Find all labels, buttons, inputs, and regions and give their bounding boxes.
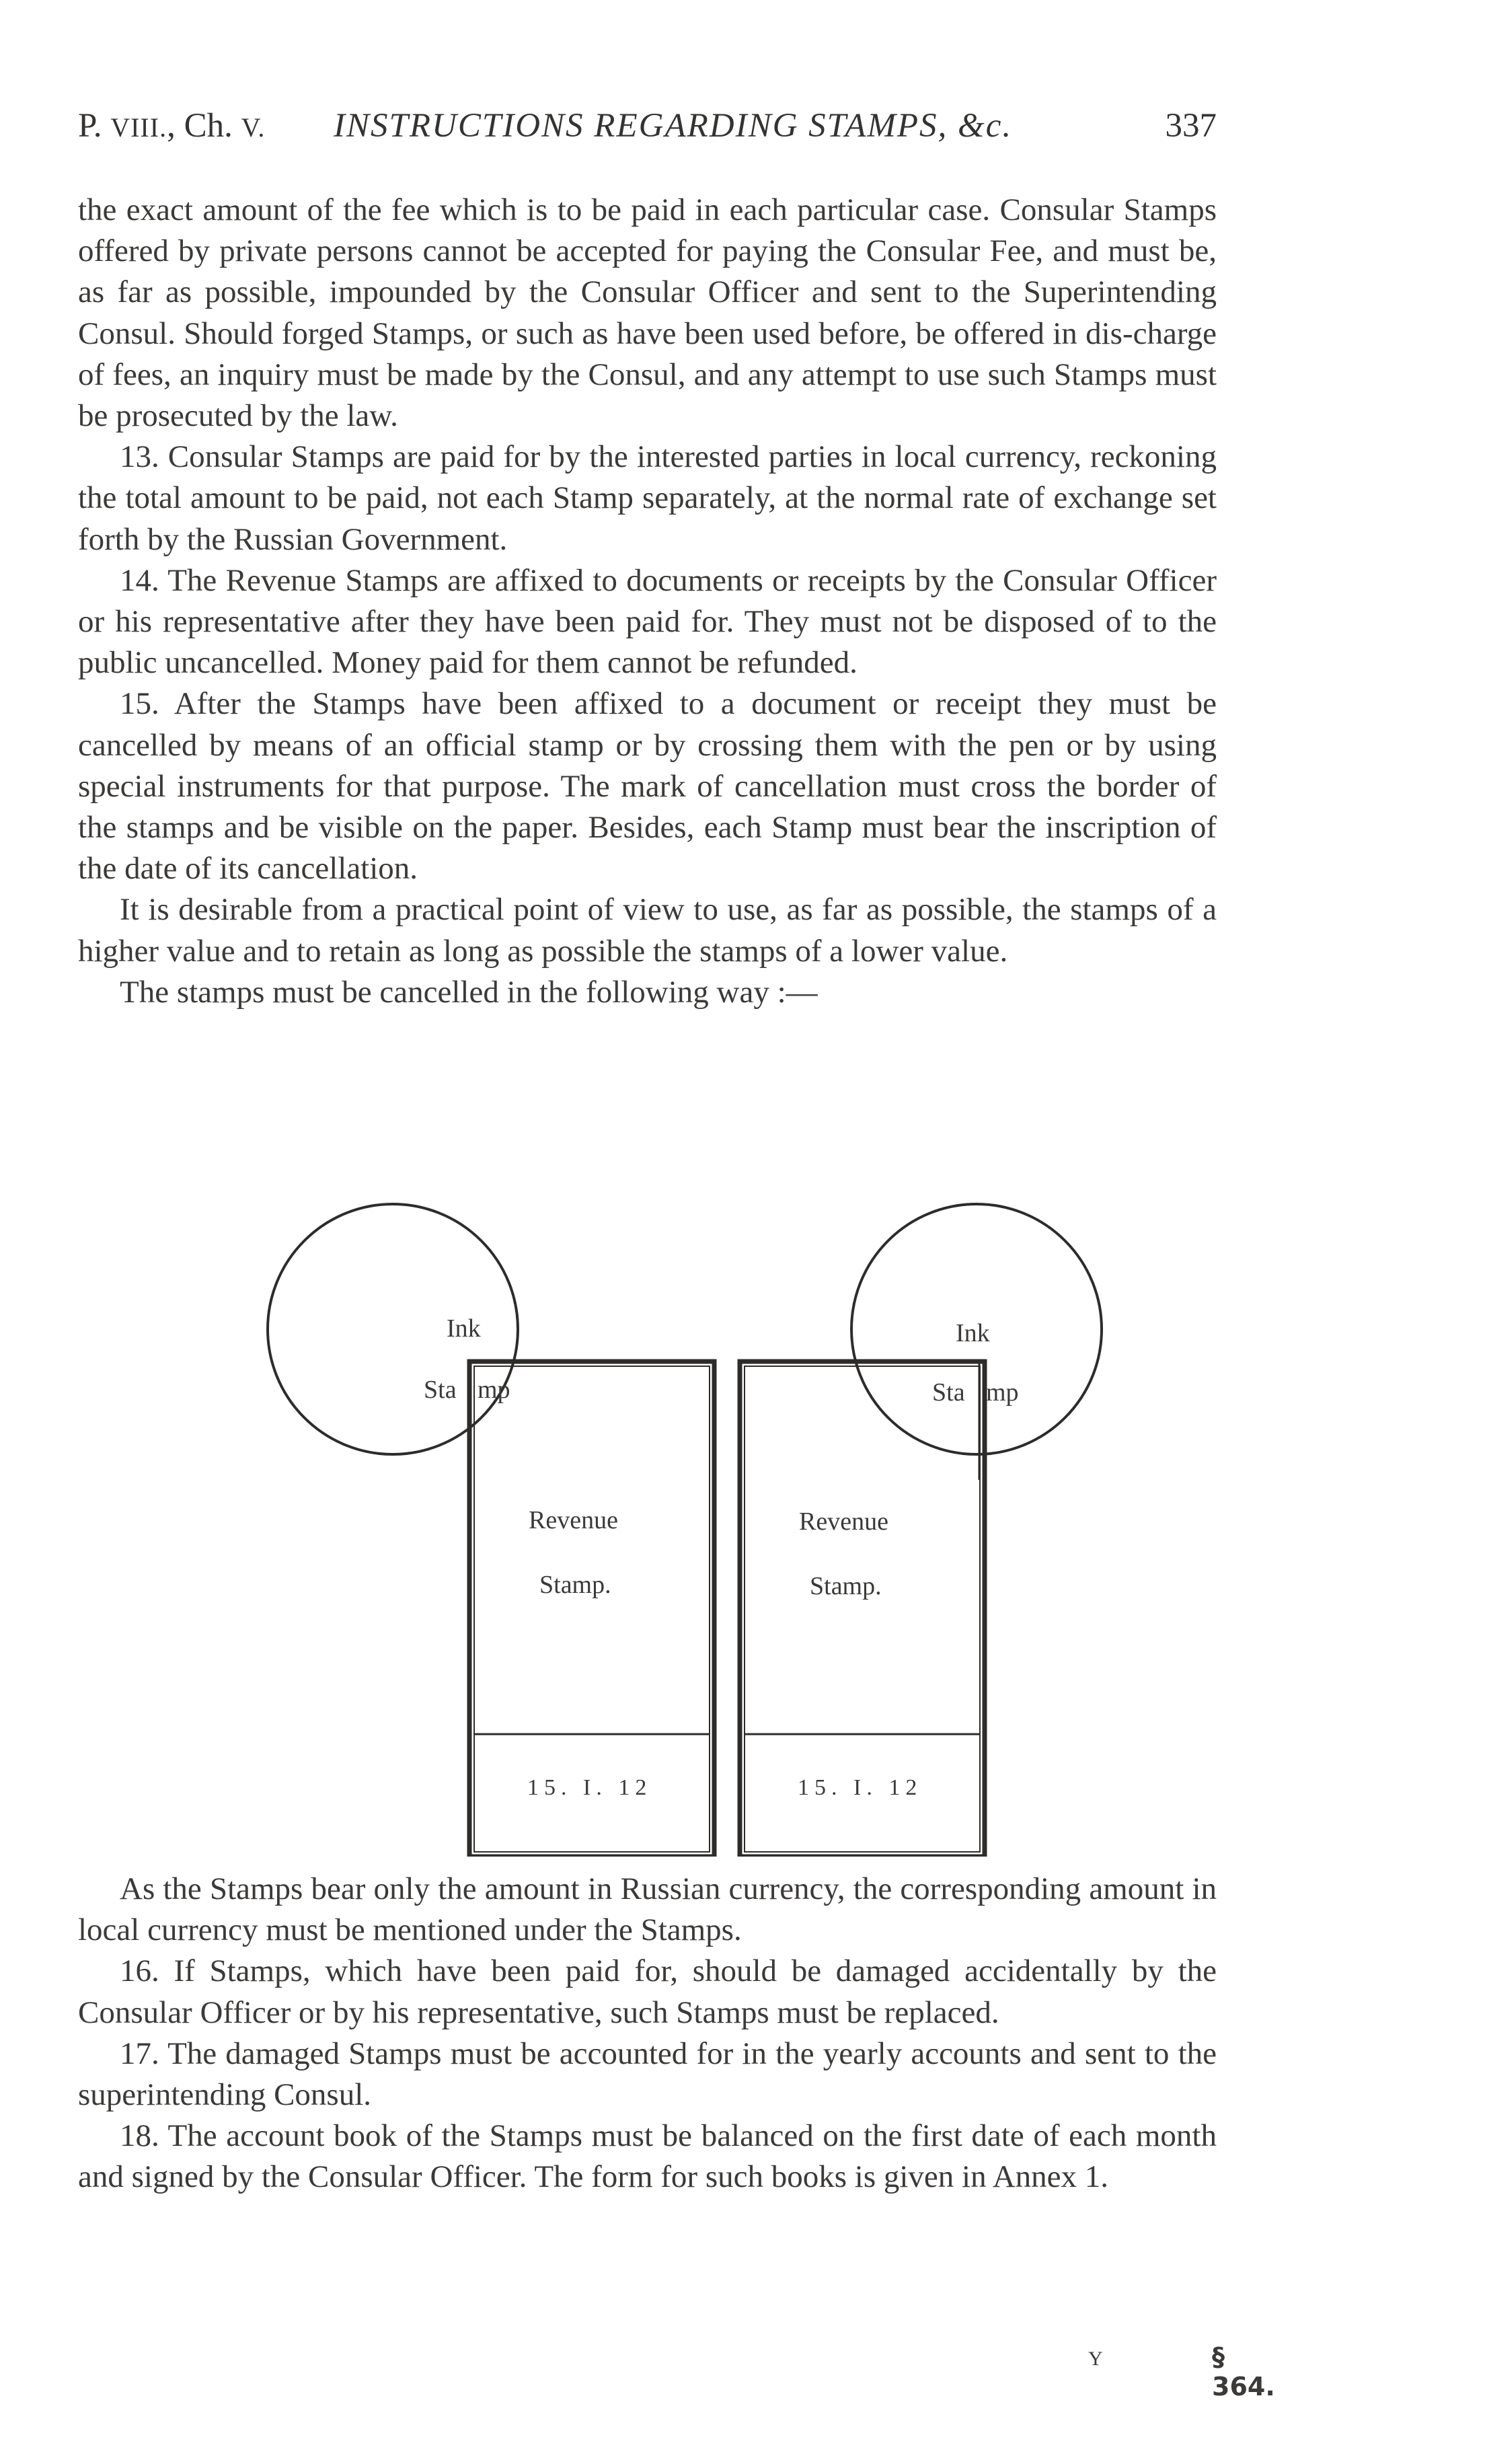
page-number: 337	[1165, 107, 1217, 145]
section-reference: § 364.	[1212, 2342, 1275, 2401]
cancellation-figure	[266, 1197, 1114, 1857]
part-label: P.	[78, 107, 111, 145]
chapter-label: , Ch.	[167, 107, 241, 145]
page-title: INSTRUCTIONS REGARDING STAMPS, &c.	[334, 107, 1013, 145]
right-revenue-label: Revenue	[799, 1507, 888, 1536]
paragraph-17: 17. The damaged Stamps must be accounted for in the yearly accounts and sent to the superintending Consul.	[78, 2036, 1217, 2113]
left-stamp-label-part-a: Sta	[424, 1376, 457, 1404]
left-ink-label: Ink	[447, 1314, 481, 1343]
paragraph-continuation: the exact amount of the fee which is to be paid in each particular case. Consular Stamps offered by private persons cannot be accepted for paying the Consular Fee, and must be, as far as possible, impounded by the Consular Officer and sent to the Superintending Consul. Should forged Stamps, or such as have been used before, be offered in dis-charge of fees, an inquiry must be made by the Consul, and any attempt to use such Stamps must be prosecuted by the law.	[78, 192, 1217, 434]
paragraph-14: 14. The Revenue Stamps are affixed to documents or receipts by the Consular Officer or his representative after they have been paid for. They must not be disposed of to the public uncancelled. Money paid for them cannot be refunded.	[78, 562, 1217, 681]
left-stamp-label-part-b: mp	[478, 1376, 510, 1404]
paragraph-15-method: The stamps must be cancelled in the following way :—	[120, 974, 818, 1010]
left-cancellation-date: 15. I. 12	[527, 1775, 652, 1800]
part-numeral: VIII.	[110, 112, 167, 143]
running-header	[78, 102, 1217, 149]
paragraph-18: 18. The account book of the Stamps must be balanced on the first date of each month and signed by the Consular Officer. The form for such books is given in Annex 1.	[78, 2118, 1217, 2195]
page-footer	[0, 2342, 1275, 2401]
paragraph-15-currency: As the Stamps bear only the amount in Russian currency, the corresponding amount in local currency must be mentioned under the Stamps.	[78, 1871, 1217, 1948]
left-revenue-label: Revenue	[529, 1506, 618, 1534]
right-cancellation-date: 15. I. 12	[798, 1775, 923, 1800]
paragraph-15: 15. After the Stamps have been affixed to a document or receipt they must be cancelled by means of an official stamp or by crossing them with the pen or by using special instruments for that purpose. The mark of cancellation must cross the border of the stamps and be visible on the paper. Besides, each Stamp must bear the inscription of the date of its cancellation.	[78, 686, 1217, 887]
right-stamp-label-part-b: mp	[986, 1378, 1019, 1407]
part-chapter	[78, 102, 265, 151]
signature-mark: Y	[1088, 2348, 1104, 2370]
chapter-numeral: V.	[241, 112, 266, 143]
paragraph-15-preference: It is desirable from a practical point of view to use, as far as possible, the stamps of a higher value and to retain as long as possible the stamps of a lower value.	[78, 892, 1217, 969]
left-stamp-label: Stamp.	[539, 1571, 611, 1599]
paragraph-16: 16. If Stamps, which have been paid for, should be damaged accidentally by the Consular Officer or by his representative, such Stamps must be replaced.	[78, 1953, 1217, 2030]
text-block-top	[78, 190, 1217, 1013]
right-ink-label: Ink	[956, 1319, 990, 1347]
text-block-bottom	[78, 1869, 1217, 2198]
right-stamp-label: Stamp.	[810, 1572, 882, 1600]
paragraph-13: 13. Consular Stamps are paid for by the interested parties in local currency, reckoning the total amount to be paid, not each Stamp separately, at the normal rate of exchange set forth by the Russian Government.	[78, 439, 1217, 557]
book-page	[78, 0, 1217, 2464]
right-stamp-label-part-a: Sta	[932, 1378, 965, 1407]
cancellation-diagram	[266, 1197, 1114, 1857]
